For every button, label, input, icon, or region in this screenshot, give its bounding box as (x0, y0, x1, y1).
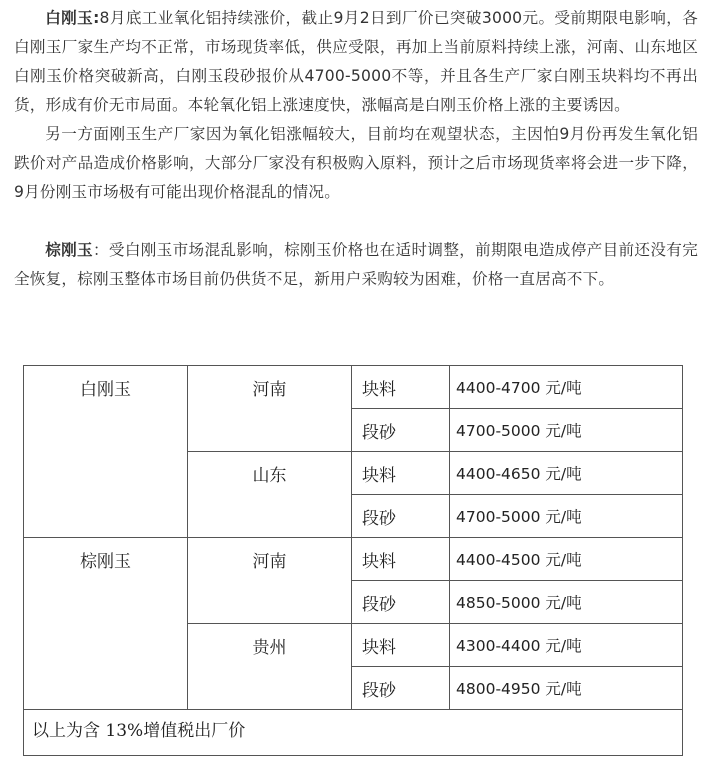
market-outlook-text: 另一方面刚玉生产厂家因为氧化铝涨幅较大，目前均在观望状态，主因怕9月份再发生氧化铝跌价对产品造成价格影响，大部分厂家没有积极购入原料，预计之后市场现货率将会进一步下降，9月份刚玉市场极有可能出现价格混乱的情况。 (14, 125, 698, 201)
price-cell: 4400-4700 元/吨 (450, 366, 683, 409)
form-cell: 段砂 (352, 495, 450, 538)
price-cell: 4800-4950 元/吨 (450, 667, 683, 710)
brown-corundum-lead: 棕刚玉 (45, 241, 93, 259)
table-row (24, 538, 683, 581)
table-note-row (24, 710, 683, 756)
form-cell: 块料 (352, 452, 450, 495)
price-cell: 4300-4400 元/吨 (450, 624, 683, 667)
price-cell: 4400-4650 元/吨 (450, 452, 683, 495)
price-cell: 4400-4500 元/吨 (450, 538, 683, 581)
form-cell: 段砂 (352, 581, 450, 624)
white-corundum-text: 8月底工业氧化铝持续涨价，截止9月2日到厂价已突破3000元。受前期限电影响，各白刚玉厂家生产均不正常，市场现货率低，供应受限，再加上当前原料持续上涨，河南、山东地区白刚玉价格突破新高，白刚玉段砂报价从4700-5000不等，并且各生产厂家白刚玉块料均不再出货，形成有价无市局面。本轮氧化铝上涨速度快，涨幅高是白刚玉价格上涨的主要诱因。 (14, 9, 698, 114)
product-type-cell: 白刚玉 (24, 366, 188, 538)
table-row (24, 366, 683, 409)
price-note: 以上为含 13%增值税出厂价 (24, 710, 683, 756)
paragraph-spacer (14, 207, 698, 236)
form-cell: 块料 (352, 624, 450, 667)
price-table (23, 365, 683, 756)
price-cell: 4850-5000 元/吨 (450, 581, 683, 624)
form-cell: 段砂 (352, 667, 450, 710)
price-cell: 4700-5000 元/吨 (450, 409, 683, 452)
form-cell: 块料 (352, 366, 450, 409)
region-cell: 河南 (188, 366, 352, 452)
paragraph-market-outlook (14, 120, 698, 207)
price-cell: 4700-5000 元/吨 (450, 495, 683, 538)
region-cell: 山东 (188, 452, 352, 538)
form-cell: 块料 (352, 538, 450, 581)
white-corundum-lead: 白刚玉: (45, 9, 100, 27)
paragraph-brown-corundum (14, 236, 698, 294)
product-type-cell: 棕刚玉 (24, 538, 188, 710)
brown-corundum-text: ：受白刚玉市场混乱影响，棕刚玉价格也在适时调整，前期限电造成停产目前还没有完全恢复，棕刚玉整体市场目前仍供货不足，新用户采购较为困难，价格一直居高不下。 (14, 241, 698, 288)
form-cell: 段砂 (352, 409, 450, 452)
region-cell: 河南 (188, 538, 352, 624)
region-cell: 贵州 (188, 624, 352, 710)
paragraph-white-corundum (14, 4, 698, 120)
article-body (14, 4, 698, 294)
